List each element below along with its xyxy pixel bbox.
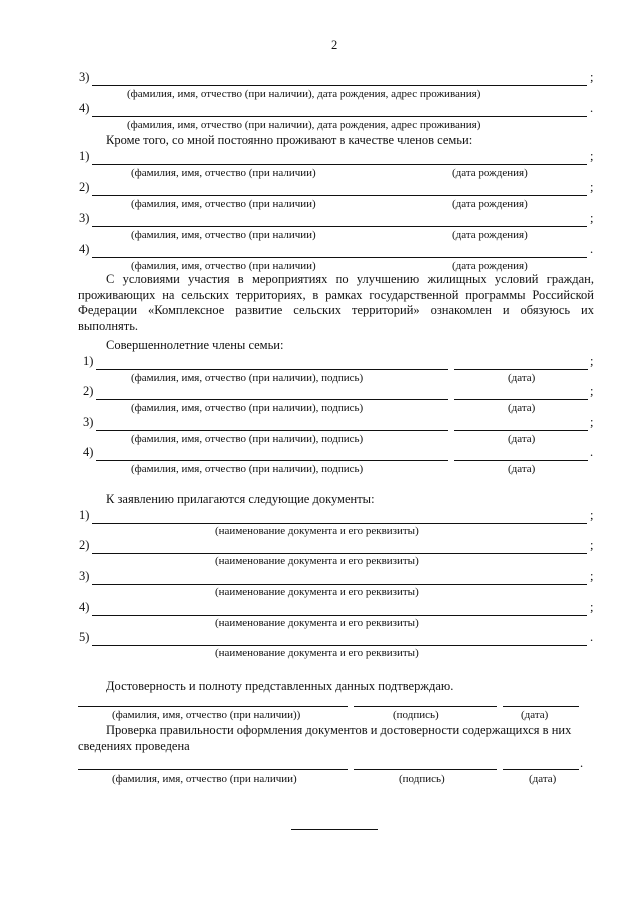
family-row-4-number: 4)	[79, 242, 90, 256]
document-row-5-number: 5)	[79, 630, 90, 644]
confirm-name-line[interactable]	[78, 706, 348, 707]
document-row-5-caption: (наименование документа и его реквизиты)	[215, 647, 419, 659]
adult-row-3-end: ;	[590, 415, 594, 429]
applicant-row-4-end: .	[590, 101, 594, 115]
family-row-1-caption-name: (фамилия, имя, отчество (при наличии)	[131, 167, 316, 179]
family-row-3-end: ;	[590, 211, 594, 225]
document-row-1-end: ;	[590, 508, 594, 522]
page-number: 2	[331, 38, 338, 52]
family-row-2-number: 2)	[79, 180, 90, 194]
adult-row-3-name-line[interactable]	[96, 430, 448, 431]
adult-row-4-name-line[interactable]	[96, 460, 448, 461]
family-row-2-line[interactable]	[92, 195, 587, 196]
family-row-1-line[interactable]	[92, 164, 587, 165]
check-end: .	[580, 756, 584, 770]
closing-separator	[291, 829, 378, 830]
adult-row-2-number: 2)	[83, 384, 94, 398]
family-row-3-caption-name: (фамилия, имя, отчество (при наличии)	[131, 229, 316, 241]
document-row-1-line[interactable]	[92, 523, 587, 524]
adult-row-1-date-line[interactable]	[454, 369, 588, 370]
family-row-4-line[interactable]	[92, 257, 587, 258]
adult-row-2-caption-name: (фамилия, имя, отчество (при наличии), подпись)	[131, 402, 364, 414]
family-row-1-number: 1)	[79, 149, 90, 163]
document-row-2-number: 2)	[79, 538, 90, 552]
check-date-line[interactable]	[503, 769, 579, 770]
confirm-caption-date: (дата)	[521, 709, 549, 721]
adult-row-4-date-line[interactable]	[454, 460, 588, 461]
documents-intro: К заявлению прилагаются следующие документы:	[106, 492, 375, 506]
applicant-row-3-number: 3)	[79, 70, 90, 84]
family-row-2-caption-name: (фамилия, имя, отчество (при наличии)	[131, 198, 316, 210]
check-name-line[interactable]	[78, 769, 348, 770]
applicant-row-3-caption: (фамилия, имя, отчество (при наличии), дата рождения, адрес проживания)	[127, 88, 481, 100]
applicant-row-3-line[interactable]	[92, 85, 587, 86]
conditions-paragraph: С условиями участия в мероприятиях по улучшению жилищных условий граждан, проживающих на сельских территориях, в рамках государственной программы Российской Федерации «Комплексное развитие сельских территорий» ознакомлен и обязуюсь их выполнять.	[78, 272, 594, 333]
confirm-text: Достоверность и полноту представленных данных подтверждаю.	[106, 679, 454, 693]
family-row-2-end: ;	[590, 180, 594, 194]
document-row-5-line[interactable]	[92, 645, 587, 646]
family-intro: Кроме того, со мной постоянно проживают в качестве членов семьи:	[106, 133, 473, 147]
document-row-3-line[interactable]	[92, 584, 587, 585]
adult-row-4-end: .	[590, 445, 594, 459]
confirm-date-line[interactable]	[503, 706, 579, 707]
document-row-2-caption: (наименование документа и его реквизиты)	[215, 555, 419, 567]
document-row-3-end: ;	[590, 569, 594, 583]
document-row-3-number: 3)	[79, 569, 90, 583]
adult-row-2-name-line[interactable]	[96, 399, 448, 400]
adult-row-3-date-line[interactable]	[454, 430, 588, 431]
adult-row-1-caption-name: (фамилия, имя, отчество (при наличии), подпись)	[131, 372, 364, 384]
family-row-4-end: .	[590, 242, 594, 256]
adult-row-1-caption-date: (дата)	[508, 372, 536, 384]
adults-intro: Совершеннолетние члены семьи:	[106, 338, 284, 352]
adult-row-3-caption-date: (дата)	[508, 433, 536, 445]
applicant-row-4-line[interactable]	[92, 116, 587, 117]
check-signature-line[interactable]	[354, 769, 497, 770]
adult-row-4-number: 4)	[83, 445, 94, 459]
applicant-row-4-caption: (фамилия, имя, отчество (при наличии), дата рождения, адрес проживания)	[127, 119, 481, 131]
check-caption-date: (дата)	[529, 773, 557, 785]
document-row-3-caption: (наименование документа и его реквизиты)	[215, 586, 419, 598]
document-row-4-number: 4)	[79, 600, 90, 614]
applicant-row-3-end: ;	[590, 70, 594, 84]
family-row-2-caption-date: (дата рождения)	[452, 198, 528, 210]
applicant-row-4-number: 4)	[79, 101, 90, 115]
confirm-signature-line[interactable]	[354, 706, 497, 707]
document-row-2-line[interactable]	[92, 553, 587, 554]
adult-row-3-caption-name: (фамилия, имя, отчество (при наличии), подпись)	[131, 433, 364, 445]
check-text: Проверка правильности оформления документов и достоверности содержащихся в них сведениях проведена	[78, 723, 572, 753]
family-row-3-caption-date: (дата рождения)	[452, 229, 528, 241]
adult-row-4-caption-date: (дата)	[508, 463, 536, 475]
check-caption-name: (фамилия, имя, отчество (при наличии)	[112, 773, 297, 785]
adult-row-2-caption-date: (дата)	[508, 402, 536, 414]
family-row-3-line[interactable]	[92, 226, 587, 227]
document-row-4-end: ;	[590, 600, 594, 614]
document-row-1-number: 1)	[79, 508, 90, 522]
adult-row-1-name-line[interactable]	[96, 369, 448, 370]
check-caption-signature: (подпись)	[399, 773, 445, 785]
adult-row-1-end: ;	[590, 354, 594, 368]
family-row-4-caption-date: (дата рождения)	[452, 260, 528, 272]
family-row-4-caption-name: (фамилия, имя, отчество (при наличии)	[131, 260, 316, 272]
document-row-5-end: .	[590, 630, 594, 644]
adult-row-3-number: 3)	[83, 415, 94, 429]
family-row-3-number: 3)	[79, 211, 90, 225]
document-row-2-end: ;	[590, 538, 594, 552]
document-row-1-caption: (наименование документа и его реквизиты)	[215, 525, 419, 537]
adult-row-4-caption-name: (фамилия, имя, отчество (при наличии), подпись)	[131, 463, 364, 475]
adult-row-1-number: 1)	[83, 354, 94, 368]
confirm-caption-name: (фамилия, имя, отчество (при наличии))	[112, 709, 301, 721]
confirm-caption-signature: (подпись)	[393, 709, 439, 721]
family-row-1-caption-date: (дата рождения)	[452, 167, 528, 179]
family-row-1-end: ;	[590, 149, 594, 163]
adult-row-2-date-line[interactable]	[454, 399, 588, 400]
document-row-4-caption: (наименование документа и его реквизиты)	[215, 617, 419, 629]
document-row-4-line[interactable]	[92, 615, 587, 616]
adult-row-2-end: ;	[590, 384, 594, 398]
